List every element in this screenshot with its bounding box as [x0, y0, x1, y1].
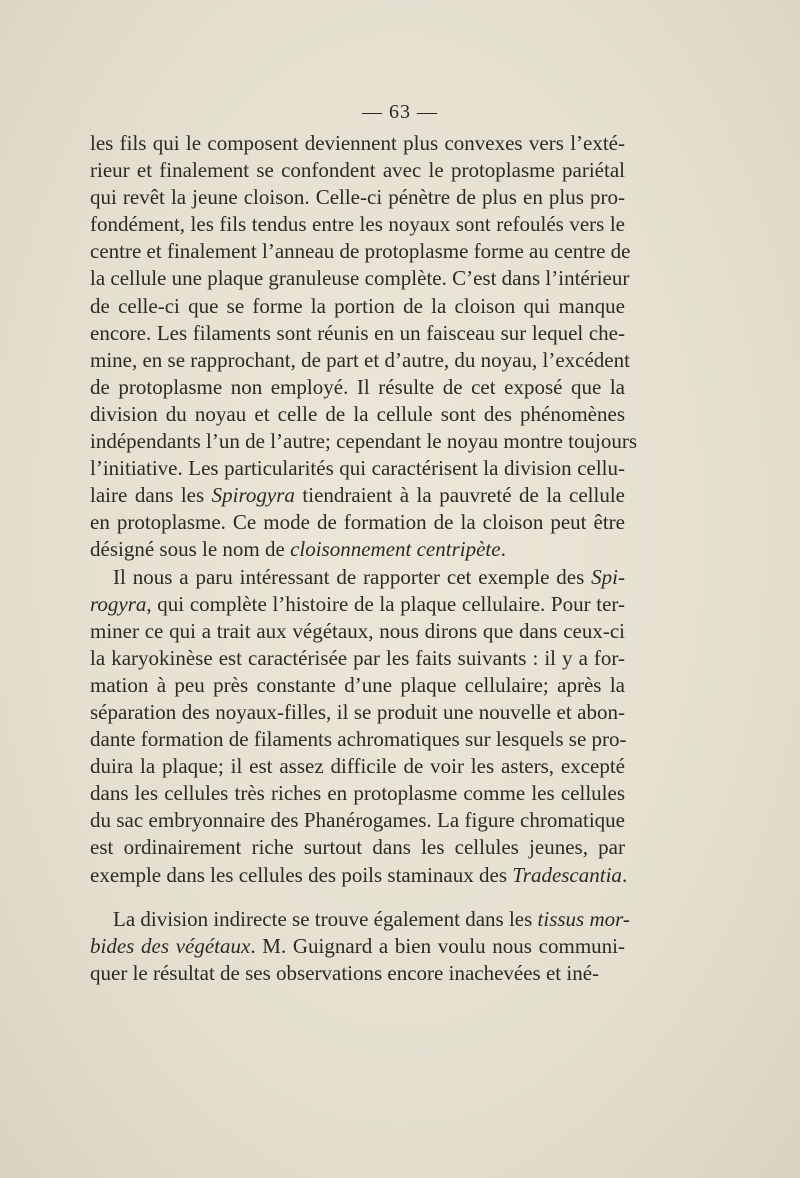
- text-line: exemple dans les cellules des poils staminaux des Tradescantia.: [90, 862, 628, 887]
- text-line: mation à peu près constante d’une plaque cellulaire; après la: [90, 672, 625, 697]
- text-line: Il nous a paru intéressant de rapporter cet exemple des Spi-: [113, 564, 625, 589]
- page-number: — 63 —: [362, 101, 438, 123]
- text-line: désigné sous le nom de cloisonnement centripète.: [90, 537, 506, 562]
- text-line: la karyokinèse est caractérisée par les faits suivants : il y a for-: [90, 645, 625, 670]
- text-line: encore. Les filaments sont réunis en un faisceau sur lequel che-: [90, 320, 625, 345]
- text-line: rieur et finalement se confondent avec le protoplasme pariétal: [90, 158, 625, 183]
- text-line: dans les cellules très riches en protoplasme comme les cellules: [90, 781, 625, 806]
- text-line: quer le résultat de ses observations encore inachevées et iné-: [90, 960, 600, 985]
- text-line: division du noyau et celle de la cellule sont des phénomènes: [90, 401, 625, 426]
- text-line: du sac embryonnaire des Phanérogames. La figure chromatique: [90, 808, 625, 833]
- text-line: rogyra, qui complète l’histoire de la plaque cellulaire. Pour ter-: [90, 591, 625, 616]
- text-line: séparation des noyaux-filles, il se produit une nouvelle et abon-: [90, 699, 625, 724]
- text-line: en protoplasme. Ce mode de formation de la cloison peut être: [90, 510, 625, 535]
- text-line: de protoplasme non employé. Il résulte de cet exposé que la: [90, 374, 625, 399]
- text-line: duira la plaque; il est assez difficile de voir les asters, excepté: [90, 754, 625, 779]
- text-line: l’initiative. Les particularités qui caractérisent la division cellu-: [90, 456, 625, 481]
- text-line: centre et finalement l’anneau de protoplasme forme au centre de: [90, 239, 631, 264]
- text-line: bides des végétaux. M. Guignard a bien voulu nous communi-: [90, 933, 625, 958]
- text-line: les fils qui le composent deviennent plus convexes vers l’exté-: [90, 131, 625, 155]
- text-line: de celle-ci que se forme la portion de la cloison qui manque: [90, 293, 625, 318]
- body-text: [90, 130, 637, 987]
- text-line: la cellule une plaque granuleuse complète. C’est dans l’intérieur: [90, 266, 630, 291]
- text-line: est ordinairement riche surtout dans les cellules jeunes, par: [90, 835, 625, 860]
- text-line: dante formation de filaments achromatiques sur lesquels se pro-: [90, 727, 627, 752]
- text-line: fondément, les fils tendus entre les noyaux sont refoulés vers le: [90, 212, 625, 237]
- text-line: miner ce qui a trait aux végétaux, nous dirons que dans ceux-ci: [90, 618, 625, 643]
- paragraph-3: [90, 906, 630, 987]
- text-line: indépendants l’un de l’autre; cependant le noyau montre toujours: [90, 429, 637, 454]
- paragraph-2: [90, 564, 628, 889]
- text-line: mine, en se rapprochant, de part et d’autre, du noyau, l’excédent: [90, 347, 630, 372]
- paragraph-1: [90, 130, 637, 564]
- text-line: laire dans les Spirogyra tiendraient à la pauvreté de la cellule: [90, 483, 625, 508]
- text-line: qui revêt la jeune cloison. Celle-ci pénètre de plus en plus pro-: [90, 185, 625, 210]
- text-line: La division indirecte se trouve également dans les tissus mor-: [113, 906, 630, 931]
